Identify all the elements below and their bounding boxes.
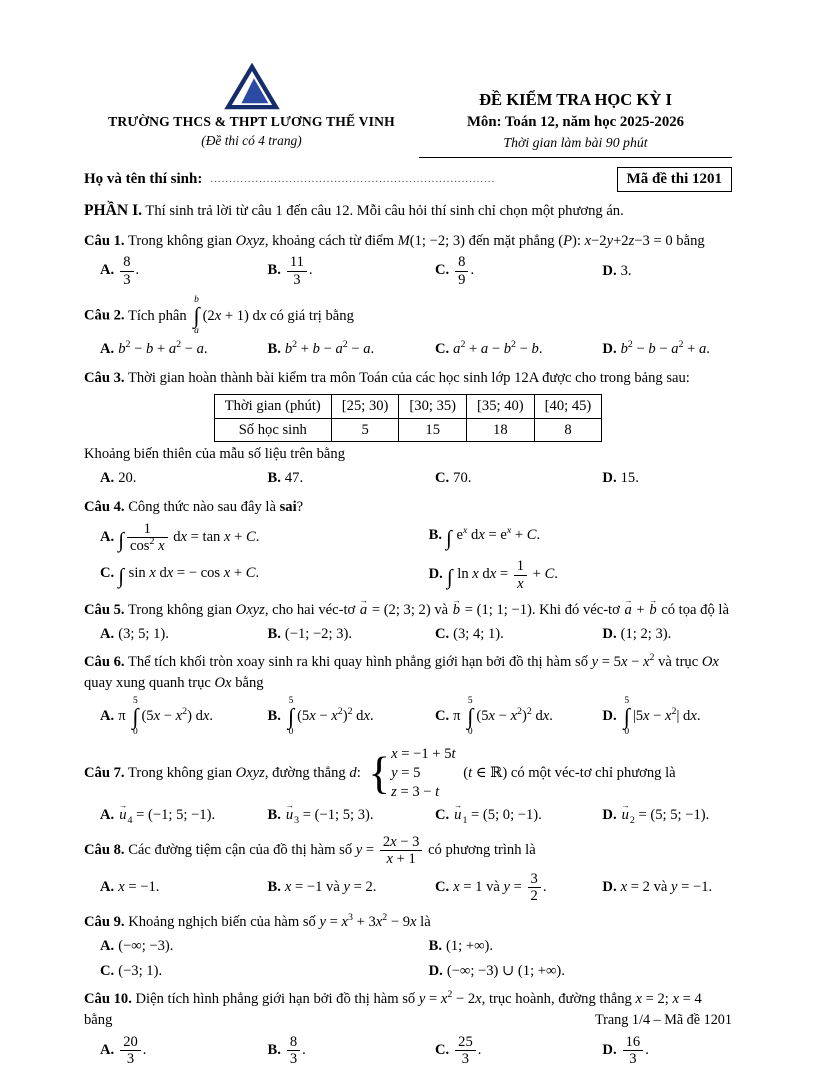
option-C xyxy=(435,697,602,737)
school-block xyxy=(84,64,419,150)
option-body: 15. xyxy=(620,470,639,487)
option-letter: C. xyxy=(434,708,450,725)
options xyxy=(84,805,732,826)
option-letter: A. xyxy=(100,625,115,642)
option-body: (−∞; −3). xyxy=(118,937,174,954)
option-B xyxy=(429,936,732,957)
option-letter: D. xyxy=(602,625,617,642)
option-letter: B. xyxy=(267,625,281,642)
option-body: 3. xyxy=(620,262,632,279)
option-body: (3; 5; 1). xyxy=(118,625,169,642)
options xyxy=(84,468,732,489)
table-cell: [25; 30) xyxy=(331,394,399,418)
option-D xyxy=(602,468,732,489)
question-text: Trong không gian Oxyz, khoảng cách từ điểm M(1; −2; 3) đến mặt phẳng (P): x−2y+2z−3 = 0 bằng xyxy=(127,232,705,249)
table-row xyxy=(214,418,602,442)
option-body: (3; 4; 1). xyxy=(453,625,504,642)
option-body: (1; +∞). xyxy=(446,937,494,954)
option-C xyxy=(435,871,602,905)
option-B xyxy=(267,1034,434,1068)
option-body: ∫ ln x dx = $\frac{1}{x}$ + C. xyxy=(446,558,558,592)
question-extra xyxy=(84,394,732,465)
part1-instruction: Thí sinh trả lời từ câu 1 đến câu 12. Mỗi câu hỏi thí sinh chỉ chọn một phương án. xyxy=(142,203,624,220)
question-text: Thời gian hoàn thành bài kiểm tra môn Toán của các học sinh lớp 12A được cho trong bảng sau: xyxy=(127,370,690,387)
option-letter: A. xyxy=(100,937,115,954)
question-text: Thể tích khối tròn xoay sinh ra khi quay hình phẳng giới hạn bởi đồ thị hàm số $y = 5x - x^2$ và trục Ox quay xung quanh trục Ox bằng xyxy=(84,652,719,692)
option-D xyxy=(602,261,732,282)
option-body: → $u_4 = (-1$; 5; −1). xyxy=(118,807,215,823)
options xyxy=(84,871,732,905)
question xyxy=(84,296,732,360)
part1-heading xyxy=(84,200,732,222)
student-name-label: Họ và tên thí sinh: xyxy=(84,171,203,188)
option-letter: C. xyxy=(434,262,450,279)
table-cell: [35; 40) xyxy=(467,394,535,418)
option-letter: D. xyxy=(602,879,617,896)
option-A xyxy=(100,877,267,898)
option-C xyxy=(100,961,429,982)
exam-code-box: Mã đề thi 1201 xyxy=(617,167,732,192)
question-text: Trong không gian Oxyz, cho hai véc-tơ → a = (2; 3; 2) và → b = (1; 1; −1). Khi đó véc-tơ → a + → b có tọa độ là xyxy=(128,602,729,618)
option-C xyxy=(435,339,602,360)
table-cell: 8 xyxy=(534,418,602,442)
option-body: $a^2 + a - b^2 - b$. xyxy=(453,339,543,358)
option-D xyxy=(429,961,732,982)
question-label: Câu 6. xyxy=(84,654,125,671)
option-A xyxy=(100,468,267,489)
question xyxy=(84,497,732,592)
option-letter: D. xyxy=(602,470,617,487)
exam-pages-note: (Đề thi có 4 trang) xyxy=(201,133,302,149)
question-label: Câu 5. xyxy=(84,601,125,618)
option-letter: C. xyxy=(100,564,115,581)
option-letter: B. xyxy=(428,937,443,954)
option-C xyxy=(435,805,602,826)
option-letter: B. xyxy=(428,527,443,544)
option-letter: A. xyxy=(100,528,115,545)
option-B xyxy=(267,697,434,737)
question-label: Câu 7. xyxy=(84,765,125,782)
option-A xyxy=(100,521,429,555)
question xyxy=(84,600,732,644)
options xyxy=(84,254,732,288)
option-body: $b^2 - b - a^2 + a$. xyxy=(620,339,710,358)
option-letter: D. xyxy=(428,566,443,583)
option-letter: A. xyxy=(100,879,115,896)
option-letter: A. xyxy=(100,708,115,725)
option-letter: D. xyxy=(602,1042,617,1059)
option-body: (−3; 1). xyxy=(118,962,163,979)
table-cell: Số học sinh xyxy=(214,418,331,442)
options xyxy=(84,936,732,981)
option-body: → $u_1 = (5$; 0; −1). xyxy=(453,807,542,823)
options xyxy=(84,339,732,360)
option-B xyxy=(267,254,434,288)
frequency-table xyxy=(214,394,603,442)
option-letter: C. xyxy=(434,1042,450,1059)
option-letter: C. xyxy=(434,878,450,895)
question-label: Câu 8. xyxy=(84,842,125,859)
option-letter: C. xyxy=(434,470,450,487)
questions-list xyxy=(84,231,732,1068)
option-letter: A. xyxy=(100,262,115,279)
option-A xyxy=(100,254,267,288)
title-block xyxy=(419,64,732,158)
option-letter: A. xyxy=(100,1042,115,1059)
option-body: 5 ∫ 0 $(5x - x^2)^2$ dx. xyxy=(287,695,374,737)
school-name: TRƯỜNG THCS & THPT LƯƠNG THẾ VINH xyxy=(108,114,395,129)
option-letter: A. xyxy=(100,341,115,358)
question xyxy=(84,368,732,489)
table-row xyxy=(214,394,602,418)
page-footer: Trang 1/4 – Mã đề 1201 xyxy=(594,1011,732,1028)
option-A xyxy=(100,805,267,826)
options xyxy=(84,624,732,645)
question-body xyxy=(84,834,732,868)
table-cell: 15 xyxy=(399,418,467,442)
option-body: $\frac{20}{3}$ . xyxy=(118,1042,146,1058)
option-body: $\frac{8}{3}$ . xyxy=(118,262,139,278)
option-body: x = −1. xyxy=(118,879,160,896)
option-B xyxy=(267,877,434,898)
question xyxy=(84,652,732,737)
option-B xyxy=(267,624,434,645)
question-label: Câu 9. xyxy=(84,914,125,931)
option-D xyxy=(602,805,732,826)
option-body: x = 1 và y = $\frac{3}{2}$ . xyxy=(453,870,547,904)
part1-label: PHẦN I. xyxy=(84,202,143,220)
option-body: (−1; −2; 3). xyxy=(284,625,352,642)
question xyxy=(84,912,732,981)
option-letter: A. xyxy=(100,470,115,487)
option-letter: D. xyxy=(602,341,617,358)
option-A xyxy=(100,936,429,957)
option-body: 20. xyxy=(118,470,137,487)
option-body: 5 ∫ 0 $|5x - x^2|$ dx. xyxy=(623,695,701,737)
option-C xyxy=(435,624,602,645)
option-letter: B. xyxy=(267,708,281,725)
option-letter: D. xyxy=(602,262,617,279)
option-letter: D. xyxy=(602,708,617,725)
option-letter: D. xyxy=(602,807,617,824)
table-cell: [30; 35) xyxy=(399,394,467,418)
student-row xyxy=(84,167,732,192)
option-letter: C. xyxy=(434,625,450,642)
exam-duration: Thời gian làm bài 90 phút xyxy=(503,134,648,150)
option-body: → $u_3 = (-1$; 5; 3). xyxy=(285,807,374,823)
question-label: Câu 3. xyxy=(84,370,125,387)
option-body: $\frac{25}{3}$ . xyxy=(453,1042,481,1058)
option-D xyxy=(602,339,732,360)
option-body: 70. xyxy=(453,470,472,487)
option-body: $\frac{8}{3}$ . xyxy=(285,1042,306,1058)
option-C xyxy=(100,563,429,587)
question-body xyxy=(84,368,732,389)
option-body: π 5 ∫ 0 $(5x - x^2)^2$ dx. xyxy=(453,695,553,737)
option-D xyxy=(602,624,732,645)
option-A xyxy=(100,1034,267,1068)
option-C xyxy=(435,254,602,288)
option-B xyxy=(267,339,434,360)
option-letter: C. xyxy=(434,341,450,358)
question-body xyxy=(84,600,732,621)
option-body: x = 2 và y = −1. xyxy=(620,879,713,896)
option-letter: B. xyxy=(267,262,281,279)
options xyxy=(84,521,732,592)
question-body xyxy=(84,296,732,336)
question-text: Trong không gian Oxyz, đường thẳng d: { x = −1 + 5t y = 5 z = 3 − t (t ∈ ℝ) có một véc-tơ chỉ phương là xyxy=(127,746,676,801)
option-body: ∫ sin x dx = − cos x + C. xyxy=(118,563,260,588)
question-text: Các đường tiệm cận của đồ thị hàm số y = $\frac{2x - 3}{x + 1}$ có phương trình là xyxy=(128,833,536,868)
question-body xyxy=(84,652,732,693)
option-letter: B. xyxy=(267,341,281,358)
question-body xyxy=(84,912,732,933)
option-B xyxy=(267,468,434,489)
option-C xyxy=(435,468,602,489)
question-label: Câu 10. xyxy=(84,991,132,1008)
option-body: (1; 2; 3). xyxy=(620,625,672,642)
question xyxy=(84,834,732,904)
option-letter: A. xyxy=(100,807,115,824)
option-A xyxy=(100,697,267,737)
option-D xyxy=(602,1034,732,1068)
options xyxy=(84,1034,732,1068)
option-letter: B. xyxy=(267,879,281,896)
student-name-field: ............................................................................ xyxy=(210,172,496,185)
option-body: $b^2 + b - a^2 - a$. xyxy=(284,339,375,358)
option-B xyxy=(429,525,732,549)
school-logo-icon xyxy=(84,64,419,110)
question-body xyxy=(84,231,732,252)
option-body: (−∞; −3) ∪ (1; +∞). xyxy=(446,962,565,979)
option-letter: B. xyxy=(267,807,281,824)
exam-header xyxy=(84,64,732,158)
question-body xyxy=(84,745,732,802)
option-letter: B. xyxy=(267,1042,281,1059)
question-label: Câu 2. xyxy=(84,307,125,324)
question-text: Khoảng nghịch biến của hàm số $y = x^3 + 3x^2 - 9x$ là xyxy=(128,912,431,931)
option-body: π 5 ∫ 0 $(5x - x^2)$ dx. xyxy=(118,695,214,737)
option-D xyxy=(429,558,732,592)
options xyxy=(84,697,732,737)
table-cell: Thời gian (phút) xyxy=(214,394,331,418)
question xyxy=(84,231,732,288)
option-body: ∫ $e^x$ dx = $e^x + C$. xyxy=(446,525,541,551)
option-body: 47. xyxy=(284,470,304,487)
table-cell: 5 xyxy=(331,418,399,442)
option-letter: D. xyxy=(428,962,443,979)
option-body: $\frac{11}{3}$ . xyxy=(285,262,313,278)
option-A xyxy=(100,339,267,360)
option-body: $\frac{8}{9}$ . xyxy=(453,262,474,278)
exam-title: ĐỀ KIỂM TRA HỌC KỲ I xyxy=(479,90,672,109)
option-D xyxy=(602,697,732,737)
option-body: x = −1 và y = 2. xyxy=(284,879,377,896)
option-A xyxy=(100,624,267,645)
table-cell: 18 xyxy=(467,418,535,442)
option-C xyxy=(435,1034,602,1068)
question-after-text: Khoảng biến thiên của mẫu số liệu trên bằng xyxy=(84,446,345,463)
option-letter: C. xyxy=(434,807,450,824)
option-D xyxy=(602,877,732,898)
option-body: $\frac{16}{3}$ . xyxy=(621,1042,649,1058)
question xyxy=(84,745,732,826)
question-text: Công thức nào sau đây là sai? xyxy=(128,498,304,515)
option-letter: C. xyxy=(100,962,115,979)
question-text: Diện tích hình phẳng giới hạn bởi đồ thị hàm số $y = x^2 - 2x$, trục hoành, đường thẳng x = 2; x = 4 bằng xyxy=(84,989,702,1029)
question-label: Câu 4. xyxy=(84,498,125,515)
option-body: $b^2 - b + a^2 - a$. xyxy=(118,339,208,358)
option-body: → $u_2 = (5$; 5; −1). xyxy=(621,807,710,823)
question-body xyxy=(84,497,732,518)
table-cell: [40; 45) xyxy=(534,394,602,418)
question-text: Tích phân b ∫ a (2x + 1) dx có giá trị bằng xyxy=(127,294,354,336)
option-letter: B. xyxy=(267,470,281,487)
option-B xyxy=(267,805,434,826)
exam-subject: Môn: Toán 12, năm học 2025-2026 xyxy=(466,113,685,130)
option-body: ∫ $\frac{1}{\cos^2 x}$ dx = tan x + C. xyxy=(118,520,260,554)
triangle-logo-icon xyxy=(225,64,279,110)
question-label: Câu 1. xyxy=(84,232,125,249)
